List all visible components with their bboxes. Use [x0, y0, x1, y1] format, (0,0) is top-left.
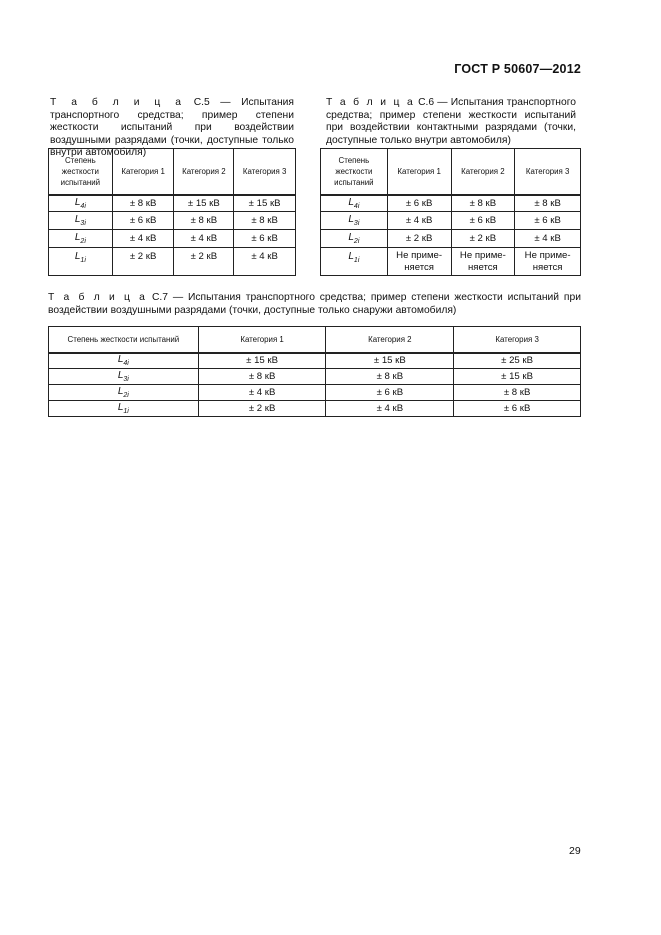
level-letter: L: [117, 354, 124, 366]
level-letter: L: [117, 402, 124, 413]
table-row: [49, 401, 581, 417]
table-cell: ± 6 кВ: [451, 212, 515, 230]
level-cell: [49, 369, 199, 385]
level-subscript: 4i: [123, 360, 129, 368]
table-cell: ± 8 кВ: [198, 369, 326, 385]
table-cell: ± 8 кВ: [515, 195, 581, 212]
column-header: Категория 2: [326, 327, 454, 353]
level-letter: L: [348, 232, 354, 243]
table-c6-caption-text: С.6 — Испытания транспортного средства; пример степени жесткости испытаний при воздействии контактными разрядами (точки, доступные только внутри автомобиля): [326, 97, 576, 146]
table-cell: ± 2 кВ: [387, 230, 451, 248]
table-cell: ± 15 кВ: [198, 353, 326, 369]
level-subscript: 3i: [123, 376, 129, 383]
level-letter: L: [74, 214, 81, 225]
table-cell: ± 15 кВ: [234, 195, 296, 212]
table-row: [49, 230, 296, 248]
page-number: 29: [569, 845, 581, 857]
table-row: [321, 230, 581, 248]
table-cell: ± 2 кВ: [174, 248, 234, 276]
table-cell: ± 4 кВ: [515, 230, 581, 248]
table-cell: ± 2 кВ: [451, 230, 515, 248]
column-header: Категория 1: [387, 149, 451, 195]
table-c6: [320, 148, 581, 276]
level-subscript: 2i: [123, 392, 129, 399]
level-cell: [49, 230, 113, 248]
level-subscript: 4i: [80, 202, 86, 210]
level-letter: L: [348, 196, 354, 208]
level-cell: [321, 248, 388, 276]
level-subscript: 1i: [353, 257, 360, 264]
level-cell: [321, 230, 388, 248]
level-cell: [49, 195, 113, 212]
table-cell: ± 8 кВ: [174, 212, 234, 230]
cell-line: няется: [404, 262, 435, 273]
table-row: [49, 369, 581, 385]
table-c5-caption-text: С.5 — Испытания транспортного средства; пример степени жесткости испытаний при воздействии воздушными разрядами (точки, доступные только внутри автомобиля): [50, 97, 294, 159]
level-subscript: 1i: [123, 408, 129, 415]
table-cell: ± 4 кВ: [387, 212, 451, 230]
level-letter: L: [117, 370, 124, 381]
column-header: Степень жесткости испытаний: [321, 149, 388, 195]
table-c5-label: Т а б л и ц а: [50, 97, 184, 108]
column-header: Категория 3: [454, 327, 581, 353]
table-cell: ± 6 кВ: [387, 195, 451, 212]
level-subscript: 1i: [80, 257, 86, 264]
table-c5: [48, 148, 296, 276]
column-header: Категория 2: [174, 149, 234, 195]
level-subscript: 3i: [353, 220, 360, 227]
level-letter: L: [117, 386, 124, 397]
table-c7-caption-text: С.7 — Испытания транспортного средства; пример степени жесткости испытаний при воздействии воздушными разрядами (точки, доступные только снаружи автомобиля): [48, 292, 581, 316]
table-c7-caption: [48, 292, 581, 317]
table-cell: ± 2 кВ: [198, 401, 326, 417]
column-header: Категория 3: [234, 149, 296, 195]
level-letter: L: [348, 251, 354, 262]
table-cell: ± 4 кВ: [234, 248, 296, 276]
table-cell: ± 6 кВ: [112, 212, 174, 230]
table-cell: ± 6 кВ: [326, 385, 454, 401]
level-subscript: 3i: [80, 220, 86, 227]
column-header: Степень жесткости испытаний: [49, 327, 199, 353]
level-cell: [49, 353, 199, 369]
level-cell: [49, 212, 113, 230]
level-subscript: 4i: [353, 202, 360, 210]
table-row: [321, 195, 581, 212]
column-header: Категория 1: [112, 149, 174, 195]
level-cell: [49, 385, 199, 401]
table-c6-caption: [326, 97, 576, 147]
table-cell: ± 15 кВ: [454, 369, 581, 385]
table-cell: ± 4 кВ: [198, 385, 326, 401]
table-cell: ± 4 кВ: [326, 401, 454, 417]
level-cell: [49, 248, 113, 276]
table-cell: ± 15 кВ: [326, 353, 454, 369]
cell-line: няется: [532, 262, 563, 273]
level-subscript: 2i: [80, 238, 86, 245]
column-header: Категория 2: [451, 149, 515, 195]
level-letter: L: [74, 232, 81, 243]
level-subscript: 2i: [353, 238, 360, 245]
table-cell: ± 6 кВ: [454, 401, 581, 417]
cell-line: няется: [467, 262, 498, 273]
column-header: Степень жесткости испытаний: [49, 149, 113, 195]
document-id: ГОСТ Р 50607—2012: [454, 62, 581, 76]
level-letter: L: [74, 251, 81, 262]
table-cell: ± 8 кВ: [454, 385, 581, 401]
level-cell: [321, 195, 388, 212]
table-c6-label: Т а б л и ц а: [326, 97, 415, 108]
table-cell: ± 8 кВ: [326, 369, 454, 385]
table-cell: ± 25 кВ: [454, 353, 581, 369]
table-cell: ± 4 кВ: [112, 230, 174, 248]
table-header-row: [321, 149, 581, 195]
table-cell: ± 15 кВ: [174, 195, 234, 212]
table-c7-label: Т а б л и ц а: [48, 292, 148, 303]
table-cell: ± 8 кВ: [234, 212, 296, 230]
table-cell: ± 8 кВ: [112, 195, 174, 212]
level-cell: [321, 212, 388, 230]
table-row: [49, 353, 581, 369]
table-cell: ± 2 кВ: [112, 248, 174, 276]
table-cell: ± 4 кВ: [174, 230, 234, 248]
table-header-row: [49, 149, 296, 195]
table-cell: [451, 248, 515, 276]
table-row: [49, 248, 296, 276]
level-cell: [49, 401, 199, 417]
column-header: Категория 1: [198, 327, 326, 353]
table-row: [321, 212, 581, 230]
table-cell: ± 8 кВ: [451, 195, 515, 212]
cell-line: Не приме-: [524, 250, 571, 261]
table-cell: [515, 248, 581, 276]
table-c7: [48, 326, 581, 417]
table-row: [49, 195, 296, 212]
cell-line: Не приме-: [396, 250, 443, 261]
table-row: [321, 248, 581, 276]
table-cell: [387, 248, 451, 276]
table-row: [49, 212, 296, 230]
level-letter: L: [348, 214, 354, 225]
column-header: Категория 3: [515, 149, 581, 195]
table-cell: ± 6 кВ: [515, 212, 581, 230]
table-cell: ± 6 кВ: [234, 230, 296, 248]
level-letter: L: [74, 196, 81, 208]
cell-line: Не приме-: [459, 250, 506, 261]
table-row: [49, 385, 581, 401]
table-header-row: [49, 327, 581, 353]
